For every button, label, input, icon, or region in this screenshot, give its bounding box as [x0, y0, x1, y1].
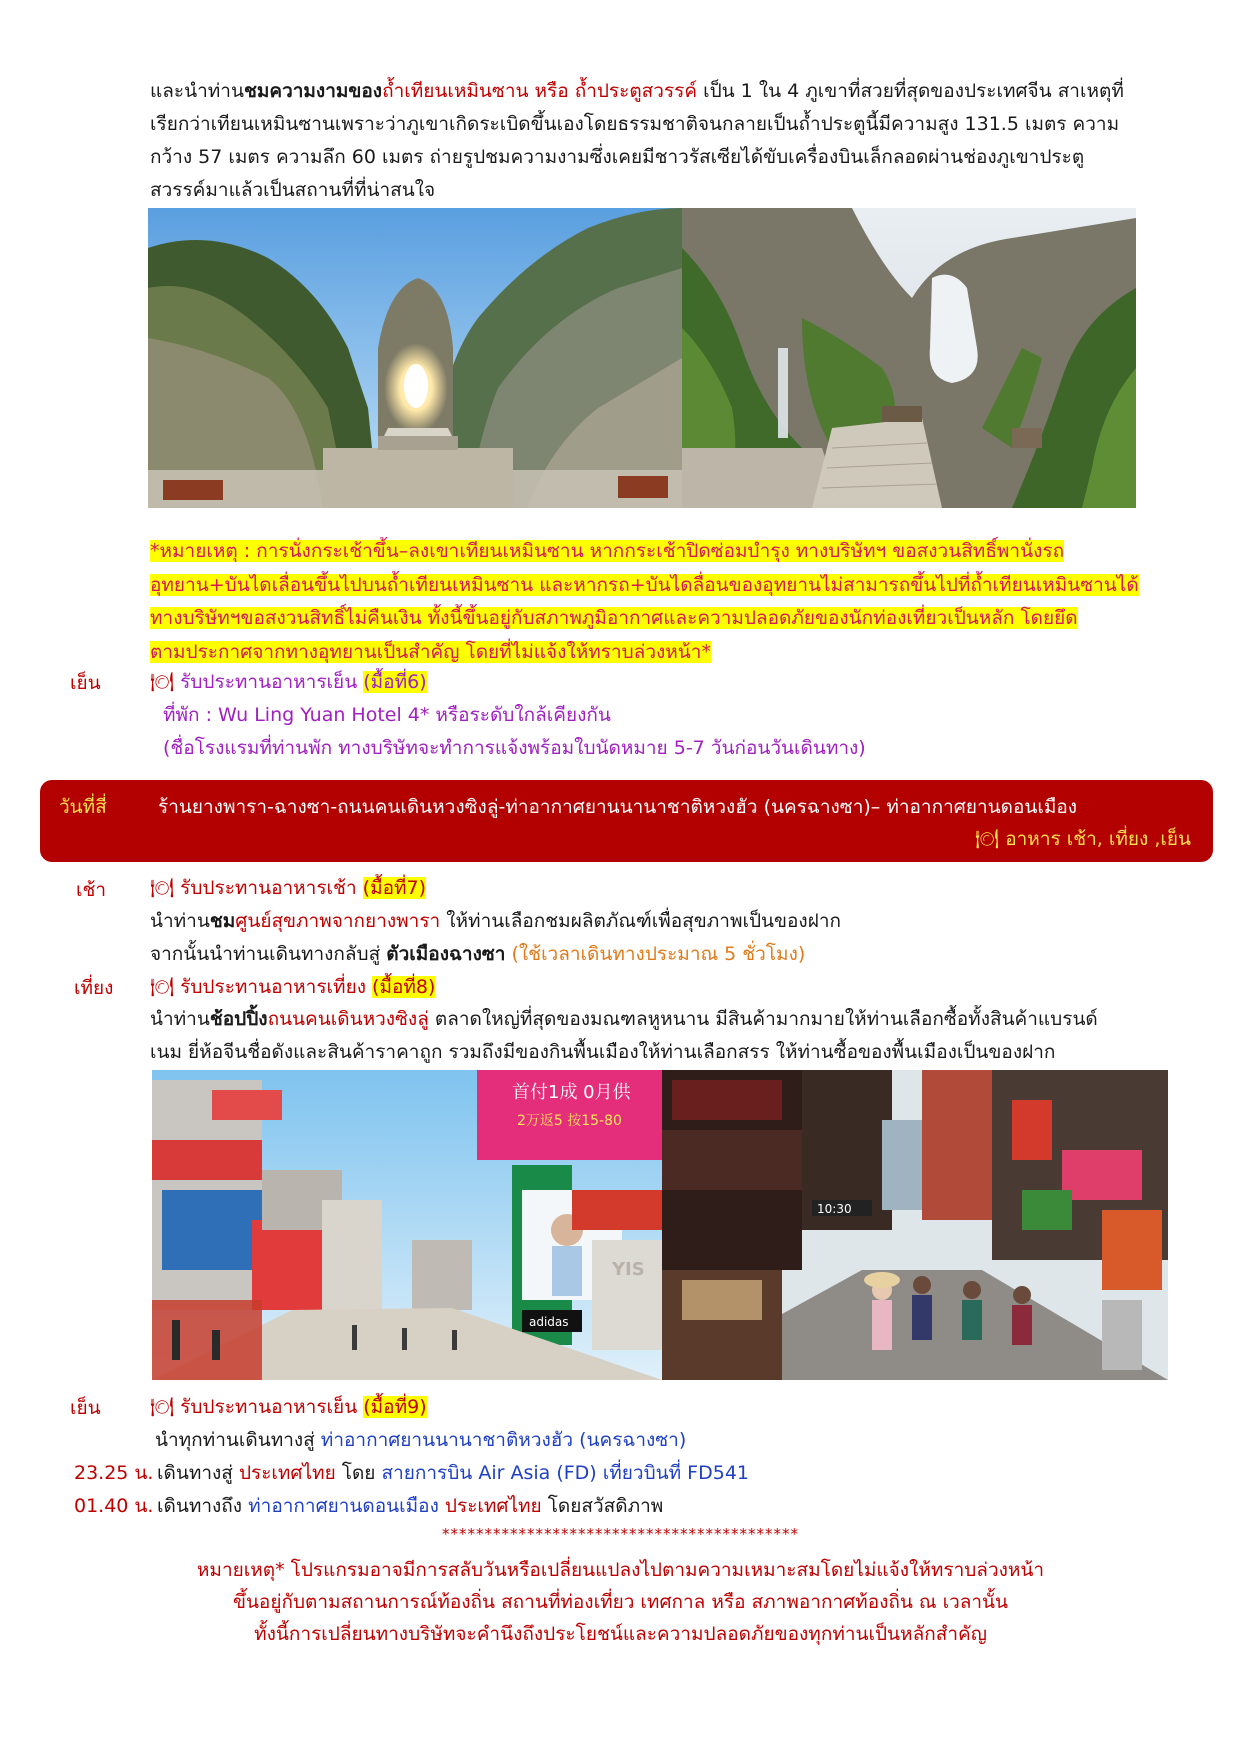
footer-line-2: ขึ้นอยู่กับตามสถานการณ์ท้องถิ่น สถานที่ท่องเที่ยว เทศกาล หรือ สภาพอากาศท้องถิ่น ณ เวลานั้น: [232, 1591, 1009, 1613]
day-4-label: วันที่สี่: [59, 796, 107, 818]
intro-line-3: กว้าง 57 เมตร ความลึก 60 เมตร ถ่ายรูปชมความงามซึ่งเคยมีชาวรัสเซียได้ขับเครื่องบินเล็กลอดผ่านช่องภูเขาประตู: [150, 146, 1085, 168]
dinner-label: เย็น: [70, 672, 101, 694]
breakfast-text: รับประทานอาหารเช้า: [174, 877, 357, 899]
dinner-meal-line: [150, 666, 427, 699]
note-line-3: ทางบริษัทฯขอสงวนสิทธิ์ไม่คืนเงิน ทั้งนี้ขึ้นอยู่กับสภาพภูมิอากาศและความปลอดภัยของนักท่องเที่ยวเป็นหลัก โดยยึด: [150, 607, 1078, 629]
dinner2-meal-number: (มื้อที่9): [363, 1396, 427, 1418]
intro-paragraph: [150, 75, 1124, 207]
day-4-route: ร้านยางพารา-ฉางซา-ถนนคนเดินหวงซิงลู่-ท่าอากาศยานนานาชาติหวงฮัว (นครฉางซา)– ท่าอากาศยานดอนเมือง: [158, 796, 1078, 818]
tianmen-cave-photo-2: [682, 208, 1136, 508]
dinner2-label: เย็น: [70, 1397, 101, 1419]
intro-text: และนำท่าน: [150, 80, 244, 102]
plate-icon: 🍽: [150, 671, 175, 693]
lunch-desc-2: เนม ยี่ห้อจีนชื่อดังและสินค้าราคาถูก รวมถึงมีของกินพื้นเมืองให้ท่านเลือกสรร ให้ท่านซื้อของพื้นเมืองเป็นของฝาก: [150, 1041, 1056, 1063]
footer-line-3: ทั้งนี้การเปลี่ยนทางบริษัทจะคำนึงถึงประโยชน์และความปลอดภัยของทุกท่านเป็นหลักสำคัญ: [254, 1623, 987, 1645]
breakfast-desc-2: จากนั้นนำท่านเดินทางกลับสู่ ตัวเมืองฉางซา (ใช้เวลาเดินทางประมาณ 5 ชั่วโมง): [150, 943, 806, 965]
intro-place: ถ้ำเทียนเหมินซาน หรือ ถ้ำประตูสวรรค์: [382, 80, 698, 102]
plate-icon: 🍽: [975, 828, 1000, 850]
shop-sign-time: 10:30: [817, 1202, 852, 1216]
flight1-time: 23.25 น.: [74, 1462, 154, 1484]
note-line-1: *หมายเหตุ : การนั่งกระเช้าขึ้น–ลงเขาเทียนเหมินซาน หากกระเช้าปิดซ่อมบำรุง ทางบริษัทฯ ขอสงวนสิทธิ์พานั่งรถ: [150, 540, 1065, 562]
lunch-meal-number: (มื้อที่8): [372, 976, 436, 998]
intro-line-2: เรียกว่าเทียนเหมินซานเพราะว่าภูเขาเกิดระเบิดขึ้นเองโดยธรรมชาติจนกลายเป็นถ้ำประตูนี้มีความสูง 131.5 เมตร ความ: [150, 113, 1120, 135]
intro-line-4: สวรรค์มาแล้วเป็นสถานที่ที่น่าสนใจ: [150, 179, 436, 201]
breakfast-desc-1: นำท่านชมศูนย์สุขภาพจากยางพารา ให้ท่านเลือกชมผลิตภัณฑ์เพื่อสุขภาพเป็นของฝาก: [150, 910, 841, 932]
adidas-sign: adidas: [529, 1315, 569, 1329]
flight2-desc: เดินทางถึง ท่าอากาศยานดอนเมือง ประเทศไทย โดยสวัสดิภาพ: [157, 1495, 664, 1517]
breakfast-meal-line: [150, 872, 426, 905]
important-note: [150, 535, 1139, 669]
lunch-label: เที่ยง: [74, 977, 114, 999]
walking-street-photo-1: [152, 1070, 662, 1380]
plate-icon: 🍽: [150, 1396, 175, 1418]
changsha-city: ตัวเมืองฉางซา: [386, 943, 506, 965]
billboard-text-2: 2万返5 按15-80: [517, 1113, 622, 1129]
dinner2-meal-line: [150, 1391, 427, 1424]
health-center: ศูนย์สุขภาพจากยางพารา: [235, 910, 441, 932]
intro-line-1: [150, 75, 1124, 108]
flight2-time: 01.40 น.: [74, 1495, 154, 1517]
day-4-meals: 🍽 อาหาร เช้า, เที่ยง ,เย็น: [975, 828, 1191, 850]
intro-bold: ชมความงามของ: [243, 80, 383, 102]
billboard-text: 首付1成 0月供: [512, 1082, 631, 1103]
yis-sign: YIS: [612, 1259, 645, 1280]
breakfast-label: เช้า: [76, 879, 107, 901]
footer-divider: ******************************************: [442, 1525, 799, 1543]
dinner-text: รับประทานอาหารเย็น: [174, 671, 358, 693]
note-line-4: ตามประกาศจากทางอุทยานเป็นสำคัญ โดยที่ไม่แจ้งให้ทราบล่วงหน้า*: [150, 640, 711, 663]
flight1-desc: เดินทางสู่ ประเทศไทย โดย สายการบิน Air Asia (FD) เที่ยวบินที่ FD541: [157, 1462, 749, 1484]
tianmen-cave-photo-1: [148, 208, 682, 508]
lunch-meal-line: [150, 971, 435, 1004]
breakfast-meal-number: (มื้อที่7): [362, 877, 427, 899]
plate-icon: 🍽: [150, 877, 175, 899]
don-mueang-airport: ท่าอากาศยานดอนเมือง: [248, 1495, 439, 1517]
lunch-text: รับประทานอาหารเที่ยง: [174, 976, 366, 998]
note-line-2: อุทยาน+บันไดเลื่อนขึ้นไปบนถ้ำเทียนเหมินซาน และหากรถ+บันไดลื่อนของอุทยานไม่สามารถขึ้นไปที่ถ้ำเทียนเหมินซานได้: [150, 573, 1139, 596]
lunch-desc-1: นำท่านช้อปปิ้งถนนคนเดินหวงซิงลู่ ตลาดใหญ่ที่สุดของมณฑลหูหนาน มีสินค้ามากมายให้ท่านเลือกซื้อทั้งสินค้าแบรนด์: [150, 1008, 1098, 1030]
footer-line-1: หมายเหตุ* โปรแกรมอาจมีการสลับวันหรือเปลี่ยนแปลงไปตามความเหมาะสมโดยไม่แจ้งให้ทราบล่วงหน้า: [196, 1559, 1045, 1581]
changsha-airport: ท่าอากาศยานนานาชาติหวงฮัว (นครฉางซา): [320, 1429, 687, 1451]
dinner-meal-number: (มื้อที่6): [363, 671, 427, 693]
flight-number: สายการบิน Air Asia (FD) เที่ยวบินที่ FD541: [381, 1462, 749, 1484]
footer-note: [0, 1554, 1241, 1650]
dinner2-text: รับประทานอาหารเย็น: [174, 1396, 358, 1418]
hotel-line: ที่พัก : Wu Ling Yuan Hotel 4* หรือระดับใกล้เคียงกัน: [163, 704, 611, 726]
plate-icon: 🍽: [150, 976, 175, 998]
dinner2-desc: นำทุกท่านเดินทางสู่ ท่าอากาศยานนานาชาติหวงฮัว (นครฉางซา): [155, 1429, 687, 1451]
walking-street: ถนนคนเดินหวงซิงลู่: [267, 1008, 429, 1030]
day-4-banner: [40, 780, 1213, 862]
intro-text: เป็น 1 ใน 4 ภูเขาที่สวยที่สุดของประเทศจีน สาเหตุที่: [697, 80, 1124, 102]
walking-street-photo-2: [662, 1070, 1168, 1380]
hotel-note: (ชื่อโรงแรมที่ท่านพัก ทางบริษัทจะทำการแจ้งพร้อมใบนัดหมาย 5-7 วันก่อนวันเดินทาง): [163, 737, 866, 759]
